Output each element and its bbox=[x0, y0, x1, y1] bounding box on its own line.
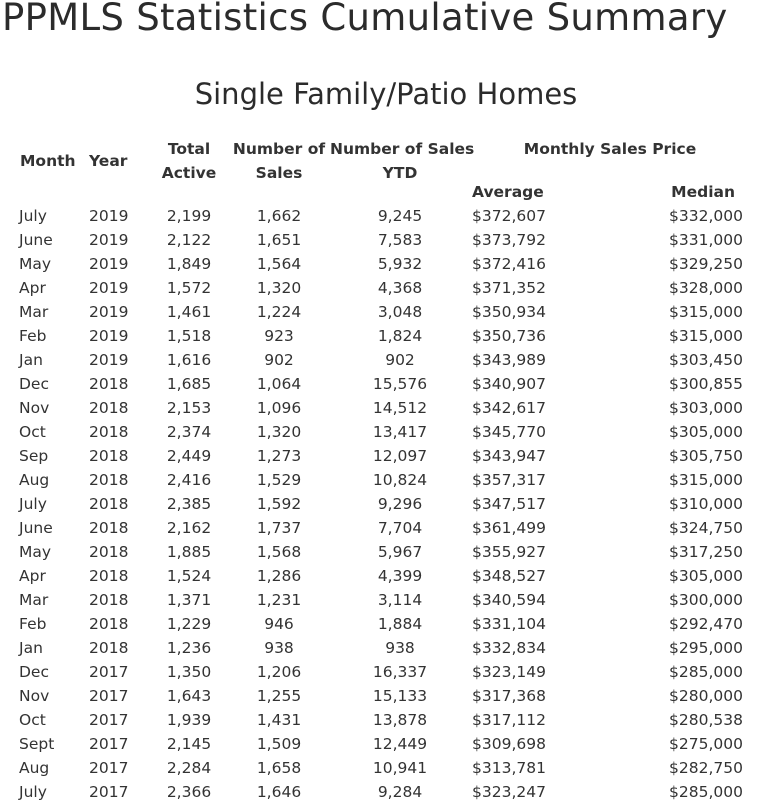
total-active-cell: 2,284 bbox=[166, 759, 212, 777]
year-cell: 2019 bbox=[89, 207, 129, 225]
average-price-cell: $350,736 bbox=[472, 327, 546, 345]
sales-ytd-cell: 902 bbox=[385, 351, 415, 369]
month-cell: July bbox=[19, 207, 47, 225]
median-price-cell: $315,000 bbox=[669, 471, 743, 489]
average-price-cell: $357,317 bbox=[472, 471, 546, 489]
year-cell: 2019 bbox=[89, 231, 129, 249]
total-active-cell: 1,616 bbox=[166, 351, 212, 369]
total-active-cell: 1,350 bbox=[166, 663, 212, 681]
table-row bbox=[0, 540, 772, 564]
average-price-cell: $342,617 bbox=[472, 399, 546, 417]
median-price-cell: $285,000 bbox=[669, 663, 743, 681]
total-active-cell: 1,229 bbox=[166, 615, 212, 633]
average-price-cell: $355,927 bbox=[472, 543, 546, 561]
number-of-sales-cell: 1,231 bbox=[256, 591, 302, 609]
table-row bbox=[0, 756, 772, 780]
median-price-cell: $305,750 bbox=[669, 447, 743, 465]
median-price-cell: $295,000 bbox=[669, 639, 743, 657]
year-cell: 2019 bbox=[89, 255, 129, 273]
sales-ytd-cell: 7,583 bbox=[377, 231, 423, 249]
month-cell: Mar bbox=[19, 303, 49, 321]
number-of-sales-cell: 1,564 bbox=[256, 255, 302, 273]
month-header: Month bbox=[20, 152, 76, 170]
average-price-cell: $348,527 bbox=[472, 567, 546, 585]
table-row bbox=[0, 396, 772, 420]
sales-ytd-cell: 4,368 bbox=[377, 279, 423, 297]
median-price-cell: $305,000 bbox=[669, 567, 743, 585]
median-price-cell: $305,000 bbox=[669, 423, 743, 441]
median-price-cell: $280,538 bbox=[669, 711, 743, 729]
number-of-sales-cell: 1,568 bbox=[256, 543, 302, 561]
table-row bbox=[0, 516, 772, 540]
sales-ytd-cell: 1,824 bbox=[377, 327, 423, 345]
total-active-header-line2: Active bbox=[161, 164, 217, 182]
median-price-cell: $317,250 bbox=[669, 543, 743, 561]
table-row bbox=[0, 300, 772, 324]
month-cell: Nov bbox=[19, 399, 50, 417]
month-cell: June bbox=[19, 231, 53, 249]
table-row bbox=[0, 708, 772, 732]
number-of-sales-cell: 1,651 bbox=[256, 231, 302, 249]
table-row bbox=[0, 612, 772, 636]
year-cell: 2019 bbox=[89, 327, 129, 345]
year-cell: 2018 bbox=[89, 447, 129, 465]
median-price-cell: $329,250 bbox=[669, 255, 743, 273]
year-cell: 2018 bbox=[89, 423, 129, 441]
table-row bbox=[0, 420, 772, 444]
year-cell: 2019 bbox=[89, 279, 129, 297]
sales-ytd-cell: 12,097 bbox=[372, 447, 428, 465]
table-row bbox=[0, 636, 772, 660]
average-price-cell: $372,607 bbox=[472, 207, 546, 225]
month-cell: Mar bbox=[19, 591, 49, 609]
number-of-sales-cell: 1,255 bbox=[256, 687, 302, 705]
year-cell: 2017 bbox=[89, 783, 129, 801]
month-cell: May bbox=[19, 543, 52, 561]
year-cell: 2019 bbox=[89, 303, 129, 321]
year-cell: 2017 bbox=[89, 663, 129, 681]
table-row bbox=[0, 444, 772, 468]
month-cell: May bbox=[19, 255, 52, 273]
sales-ytd-cell: 1,884 bbox=[377, 615, 423, 633]
sales-ytd-cell: 9,284 bbox=[377, 783, 423, 801]
median-price-cell: $300,855 bbox=[669, 375, 743, 393]
total-active-cell: 2,199 bbox=[166, 207, 212, 225]
total-active-cell: 1,885 bbox=[166, 543, 212, 561]
total-active-cell: 2,449 bbox=[166, 447, 212, 465]
month-cell: June bbox=[19, 519, 53, 537]
table-row bbox=[0, 276, 772, 300]
year-cell: 2019 bbox=[89, 351, 129, 369]
average-price-cell: $361,499 bbox=[472, 519, 546, 537]
total-active-cell: 1,461 bbox=[166, 303, 212, 321]
average-price-cell: $343,989 bbox=[472, 351, 546, 369]
total-active-cell: 2,366 bbox=[166, 783, 212, 801]
average-price-header: Average bbox=[472, 183, 544, 201]
median-price-cell: $315,000 bbox=[669, 327, 743, 345]
sales-ytd-cell: 4,399 bbox=[377, 567, 423, 585]
sales-ytd-cell: 10,824 bbox=[372, 471, 428, 489]
median-price-header: Median bbox=[671, 183, 735, 201]
month-cell: Jan bbox=[19, 351, 43, 369]
year-cell: 2018 bbox=[89, 567, 129, 585]
average-price-cell: $309,698 bbox=[472, 735, 546, 753]
average-price-cell: $317,112 bbox=[472, 711, 546, 729]
page-title: PPMLS Statistics Cumulative Summary bbox=[2, 0, 728, 39]
sales-ytd-cell: 14,512 bbox=[372, 399, 428, 417]
number-of-sales-cell: 1,273 bbox=[256, 447, 302, 465]
year-cell: 2018 bbox=[89, 471, 129, 489]
number-of-sales-cell: 1,662 bbox=[256, 207, 302, 225]
sales-ytd-cell: 12,449 bbox=[372, 735, 428, 753]
median-price-cell: $275,000 bbox=[669, 735, 743, 753]
table-row bbox=[0, 252, 772, 276]
sales-ytd-cell: 16,337 bbox=[372, 663, 428, 681]
table-subtitle: Single Family/Patio Homes bbox=[194, 77, 578, 111]
sales-ytd-cell: 15,133 bbox=[372, 687, 428, 705]
month-cell: Jan bbox=[19, 639, 43, 657]
table-row bbox=[0, 204, 772, 228]
total-active-cell: 1,685 bbox=[166, 375, 212, 393]
number-of-sales-cell: 1,592 bbox=[256, 495, 302, 513]
number-of-sales-cell: 1,206 bbox=[256, 663, 302, 681]
total-active-cell: 2,374 bbox=[166, 423, 212, 441]
year-cell: 2018 bbox=[89, 399, 129, 417]
month-cell: Apr bbox=[19, 567, 46, 585]
number-of-sales-cell: 1,320 bbox=[256, 279, 302, 297]
month-cell: Sept bbox=[19, 735, 55, 753]
number-of-sales-cell: 1,431 bbox=[256, 711, 302, 729]
average-price-cell: $323,247 bbox=[472, 783, 546, 801]
year-cell: 2017 bbox=[89, 759, 129, 777]
average-price-cell: $331,104 bbox=[472, 615, 546, 633]
median-price-cell: $303,000 bbox=[669, 399, 743, 417]
median-price-cell: $310,000 bbox=[669, 495, 743, 513]
number-of-sales-cell: 1,320 bbox=[256, 423, 302, 441]
median-price-cell: $282,750 bbox=[669, 759, 743, 777]
table-row bbox=[0, 588, 772, 612]
number-of-sales-cell: 1,646 bbox=[256, 783, 302, 801]
median-price-cell: $303,450 bbox=[669, 351, 743, 369]
average-price-cell: $340,594 bbox=[472, 591, 546, 609]
median-price-cell: $324,750 bbox=[669, 519, 743, 537]
total-active-cell: 2,385 bbox=[166, 495, 212, 513]
sales-ytd-cell: 13,878 bbox=[372, 711, 428, 729]
month-cell: July bbox=[19, 783, 47, 801]
median-price-cell: $280,000 bbox=[669, 687, 743, 705]
table-row bbox=[0, 228, 772, 252]
month-cell: Sep bbox=[19, 447, 49, 465]
table-row bbox=[0, 564, 772, 588]
sales-ytd-cell: 938 bbox=[385, 639, 415, 657]
average-price-cell: $345,770 bbox=[472, 423, 546, 441]
year-header: Year bbox=[89, 152, 128, 170]
table-row bbox=[0, 732, 772, 756]
number-of-sales-cell: 1,064 bbox=[256, 375, 302, 393]
total-active-cell: 1,643 bbox=[166, 687, 212, 705]
median-price-cell: $285,000 bbox=[669, 783, 743, 801]
year-cell: 2018 bbox=[89, 591, 129, 609]
average-price-cell: $347,517 bbox=[472, 495, 546, 513]
sales-ytd-cell: 5,967 bbox=[377, 543, 423, 561]
sales-ytd-cell: 3,114 bbox=[377, 591, 423, 609]
number-of-sales-header-line2: Sales bbox=[255, 164, 303, 182]
average-price-cell: $313,781 bbox=[472, 759, 546, 777]
table-row bbox=[0, 780, 772, 804]
sales-ytd-cell: 10,941 bbox=[372, 759, 428, 777]
number-of-sales-cell: 902 bbox=[264, 351, 294, 369]
total-active-cell: 2,122 bbox=[166, 231, 212, 249]
year-cell: 2018 bbox=[89, 639, 129, 657]
table-row bbox=[0, 684, 772, 708]
sales-ytd-cell: 15,576 bbox=[372, 375, 428, 393]
sales-ytd-cell: 9,245 bbox=[377, 207, 423, 225]
total-active-cell: 1,518 bbox=[166, 327, 212, 345]
total-active-header-line1: Total bbox=[167, 140, 211, 158]
median-price-cell: $332,000 bbox=[669, 207, 743, 225]
median-price-cell: $292,470 bbox=[669, 615, 743, 633]
year-cell: 2018 bbox=[89, 543, 129, 561]
table-row bbox=[0, 492, 772, 516]
monthly-sales-price-header: Monthly Sales Price bbox=[523, 140, 697, 158]
number-of-sales-cell: 1,529 bbox=[256, 471, 302, 489]
sales-ytd-cell: 7,704 bbox=[377, 519, 423, 537]
average-price-cell: $371,352 bbox=[472, 279, 546, 297]
total-active-cell: 1,524 bbox=[166, 567, 212, 585]
month-cell: Aug bbox=[19, 759, 50, 777]
average-price-cell: $343,947 bbox=[472, 447, 546, 465]
sales-ytd-cell: 13,417 bbox=[372, 423, 428, 441]
total-active-cell: 2,153 bbox=[166, 399, 212, 417]
average-price-cell: $373,792 bbox=[472, 231, 546, 249]
sales-ytd-header-line2: YTD bbox=[382, 164, 418, 182]
year-cell: 2018 bbox=[89, 375, 129, 393]
month-cell: Dec bbox=[19, 663, 49, 681]
number-of-sales-cell: 946 bbox=[264, 615, 294, 633]
year-cell: 2018 bbox=[89, 519, 129, 537]
month-cell: Oct bbox=[19, 711, 46, 729]
number-of-sales-cell: 1,509 bbox=[256, 735, 302, 753]
median-price-cell: $315,000 bbox=[669, 303, 743, 321]
statistics-table-body bbox=[0, 204, 772, 804]
median-price-cell: $331,000 bbox=[669, 231, 743, 249]
table-row bbox=[0, 324, 772, 348]
number-of-sales-cell: 1,224 bbox=[256, 303, 302, 321]
number-of-sales-cell: 923 bbox=[264, 327, 294, 345]
total-active-cell: 1,572 bbox=[166, 279, 212, 297]
total-active-cell: 1,371 bbox=[166, 591, 212, 609]
table-row bbox=[0, 660, 772, 684]
total-active-cell: 2,145 bbox=[166, 735, 212, 753]
year-cell: 2018 bbox=[89, 495, 129, 513]
sales-ytd-header-line1: Number of Sales bbox=[330, 140, 475, 158]
total-active-cell: 1,939 bbox=[166, 711, 212, 729]
month-cell: Oct bbox=[19, 423, 46, 441]
month-cell: Nov bbox=[19, 687, 50, 705]
number-of-sales-cell: 1,658 bbox=[256, 759, 302, 777]
average-price-cell: $340,907 bbox=[472, 375, 546, 393]
total-active-cell: 2,416 bbox=[166, 471, 212, 489]
year-cell: 2017 bbox=[89, 711, 129, 729]
table-row bbox=[0, 372, 772, 396]
month-cell: Dec bbox=[19, 375, 49, 393]
month-cell: Feb bbox=[19, 327, 47, 345]
average-price-cell: $350,934 bbox=[472, 303, 546, 321]
total-active-cell: 1,849 bbox=[166, 255, 212, 273]
year-cell: 2017 bbox=[89, 687, 129, 705]
month-cell: Aug bbox=[19, 471, 50, 489]
total-active-cell: 1,236 bbox=[166, 639, 212, 657]
year-cell: 2017 bbox=[89, 735, 129, 753]
number-of-sales-cell: 1,096 bbox=[256, 399, 302, 417]
table-row bbox=[0, 348, 772, 372]
month-cell: July bbox=[19, 495, 47, 513]
sales-ytd-cell: 9,296 bbox=[377, 495, 423, 513]
month-cell: Apr bbox=[19, 279, 46, 297]
median-price-cell: $328,000 bbox=[669, 279, 743, 297]
average-price-cell: $372,416 bbox=[472, 255, 546, 273]
number-of-sales-cell: 1,286 bbox=[256, 567, 302, 585]
average-price-cell: $332,834 bbox=[472, 639, 546, 657]
sales-ytd-cell: 3,048 bbox=[377, 303, 423, 321]
number-of-sales-cell: 1,737 bbox=[256, 519, 302, 537]
sales-ytd-cell: 5,932 bbox=[377, 255, 423, 273]
average-price-cell: $317,368 bbox=[472, 687, 546, 705]
average-price-cell: $323,149 bbox=[472, 663, 546, 681]
number-of-sales-header-line1: Number of bbox=[232, 140, 326, 158]
total-active-cell: 2,162 bbox=[166, 519, 212, 537]
median-price-cell: $300,000 bbox=[669, 591, 743, 609]
table-row bbox=[0, 468, 772, 492]
month-cell: Feb bbox=[19, 615, 47, 633]
number-of-sales-cell: 938 bbox=[264, 639, 294, 657]
year-cell: 2018 bbox=[89, 615, 129, 633]
